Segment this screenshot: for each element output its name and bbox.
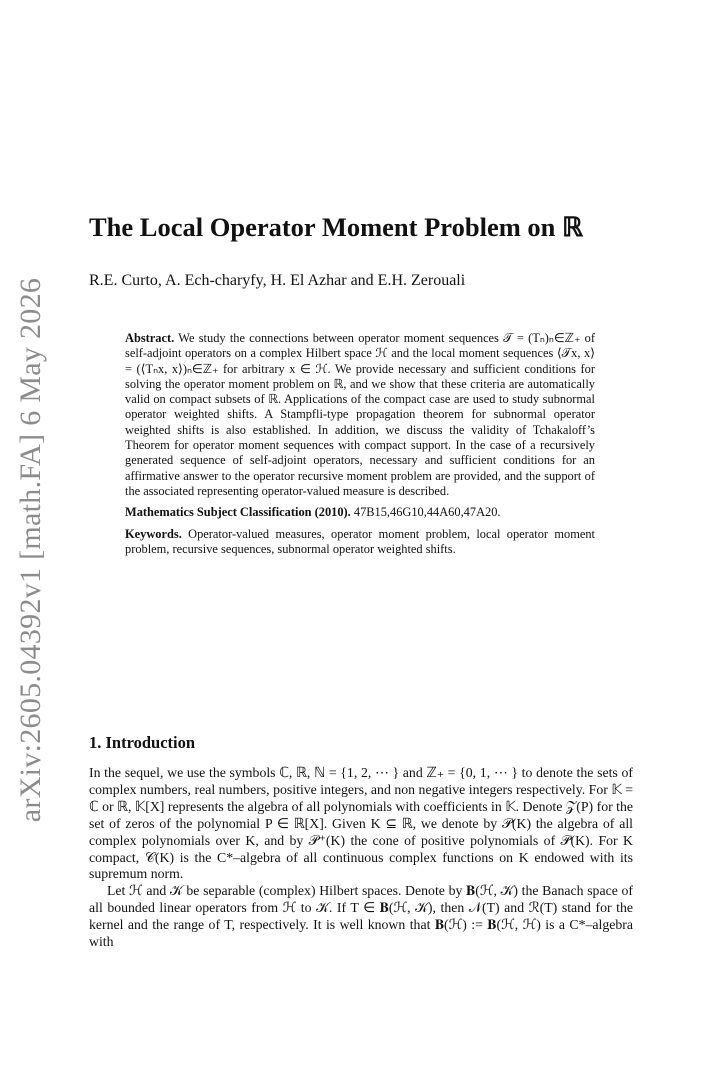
body-paragraph-1: In the sequel, we use the symbols ℂ, ℝ, ℕ = {1, 2, ⋯ } and ℤ₊ = {0, 1, ⋯ } to denote the sets of complex numbers, real numbers, positive integers, and non negative integers respectively. For 𝕂 = ℂ or ℝ, 𝕂[X] represents the algebra of all polynomials with coefficients in 𝕂. Denote 𝒵(P) for the set of zeros of the polynomial P ∈ ℝ[X]. Given K ⊆ ℝ, we denote by 𝒫(K) the algebra of all complex polynomials over K, and by 𝒫⁺(K) the cone of positive polynomials of 𝒫(K). For K compact, 𝒞(K) is the C*–algebra of all continuous complex functions on K endowed with its supremum norm. [89,765,633,882]
abstract-paragraph [125,331,595,499]
body-paragraph-2: Let ℋ and 𝒦 be separable (complex) Hilbert spaces. Denote by 𝐁(ℋ, 𝒦) the Banach space of all bounded linear operators from ℋ to 𝒦. If T ∈ 𝐁(ℋ, 𝒦), then 𝒩(T) and ℛ(T) stand for the kernel and the range of T, respectively. It is well known that 𝐁(ℋ) := 𝐁(ℋ, ℋ) is a C*–algebra with [89,883,633,950]
paper-authors: R.E. Curto, A. Ech-charyfy, H. El Azhar and E.H. Zerouali [89,272,466,289]
abstract-text: We study the connections between operator moment sequences 𝒯 = (Tₙ)ₙ∈ℤ₊ of self-adjoint operators on a complex Hilbert space ℋ and the local moment sequences ⟨𝒯x, x⟩ = (⟨Tₙx, x⟩)ₙ∈ℤ₊ for arbitrary x ∈ ℋ. We provide necessary and sufficient conditions for solving the operator moment problem on ℝ, and we show that these criteria are automatically valid on compact subsets of ℝ. Applications of the compact case are used to study subnormal operator weighted shifts. A Stampfli-type propagation theorem for subnormal operator weighted shifts is also established. In addition, we discuss the validity of Tchakaloff’s Theorem for operator moment sequences with compact support. In the case of a recursively generated sequence of self-adjoint operators, necessary and sufficient conditions for an affirmative answer to the operator recursive moment problem are provided, and the support of the associated representing operator-valued measure is described. [125,331,595,498]
keywords-label: Keywords. [125,526,182,541]
msc-label: Mathematics Subject Classification (2010). [125,505,351,520]
section-heading-introduction: 1. Introduction [89,733,196,752]
abstract-block [125,331,595,563]
introduction-body [89,765,633,951]
msc-line [125,505,595,520]
msc-value: 47B15,46G10,44A60,47A20. [353,505,501,520]
arxiv-sidebar [0,235,62,865]
keywords-value: Operator-valued measures, operator moment problem, local operator moment problem, recursive sequences, subnormal operator weighted shifts. [125,526,595,556]
keywords-line [125,527,595,558]
paper-title: The Local Operator Moment Problem on ℝ [89,212,584,242]
abstract-label: Abstract. [125,331,175,345]
arxiv-identifier: arXiv:2605.04392v1 [math.FA] 6 May 2026 [14,277,47,823]
